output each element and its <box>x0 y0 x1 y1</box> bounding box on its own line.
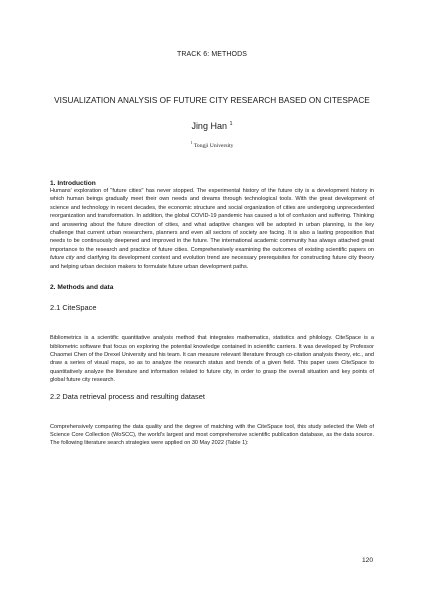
section-heading: 2. Methods and data <box>50 284 114 292</box>
author-line <box>50 121 374 131</box>
paragraph: Bibliometrics is a scientific quantitative analysis method that integrates mathematics, statistics and philology. CiteSpace is a bibliometric software that focus on exploring the potential knowledge contained in scientific carriers. It was developed by Professor Chaomei Chen of the Drexel University and his team. It can measure relevant literature through co-citation analysis theory, etc., and draw a series of visual maps, so as to analyze the research status and trends of a given field. This paper uses CiteSpace to quantitatively analyze the literature and information related to future city, in order to grasp the overall situation and key points of global future city research. <box>50 335 374 384</box>
paragraph <box>50 187 374 271</box>
author-name: Jing Han <box>191 121 227 131</box>
subsection-heading: 2.2 Data retrieval process and resulting dataset <box>50 391 205 401</box>
paper-title: VISUALIZATION ANALYSIS OF FUTURE CITY RESEARCH BASED ON CITESPACE <box>54 96 370 105</box>
section-introduction <box>50 180 374 271</box>
affiliation-mark: 1 <box>190 140 193 145</box>
paragraph-text: Humans' exploration of "future cities" has never stopped. The experimental history of the future city is a development history in which human beings gradually meet their own needs and dreams through technological tools. With the great development of science and technology in recent decades, the economic structure and social organization of cities are undergoing unprecedented reorganization and transformation. In addition, the global COVID-19 pandemic has caused a lot of confusion and suffering. Thinking and answering about the future direction of cities, and what adaptive changes will be adopted in urban planning, is the key challenge that current urban researchers, planners and even all sectors of society are facing. It is also a lasting proposition that needs to be continuously deepened and improved in the future. The international academic community has always attached great importance to the research and practice of future cities. Comprehensively examining the outcomes of existing scientific papers on <box>50 187 374 253</box>
track-header: TRACK 6: METHODS <box>176 51 248 58</box>
subsection-heading: 2.1 CiteSpace <box>50 303 97 313</box>
paragraph-text: and clarifying its development context and evolution trend are necessary prerequisites for constructing future city theory and helping urban decision makers to formulate future urban development paths. <box>50 255 374 270</box>
author-mark: 1 <box>229 121 233 127</box>
affiliation <box>50 140 374 149</box>
section-methods <box>50 284 374 448</box>
page-number: 120 <box>361 557 373 564</box>
paragraph: Comprehensively comparing the data quality and the degree of matching with the CiteSpace tool, this study selected the Web of Science Core Collection (WoSCC), the world's largest and most comprehensive scientific publication database, as the data source. The following literature search strategies were applied on 30 May 2022 (Table 1): <box>50 423 374 447</box>
paragraph-emphasis: future city <box>50 255 75 262</box>
affiliation-text: Tongji University <box>193 142 234 149</box>
section-heading: 1. Introduction <box>50 179 96 187</box>
